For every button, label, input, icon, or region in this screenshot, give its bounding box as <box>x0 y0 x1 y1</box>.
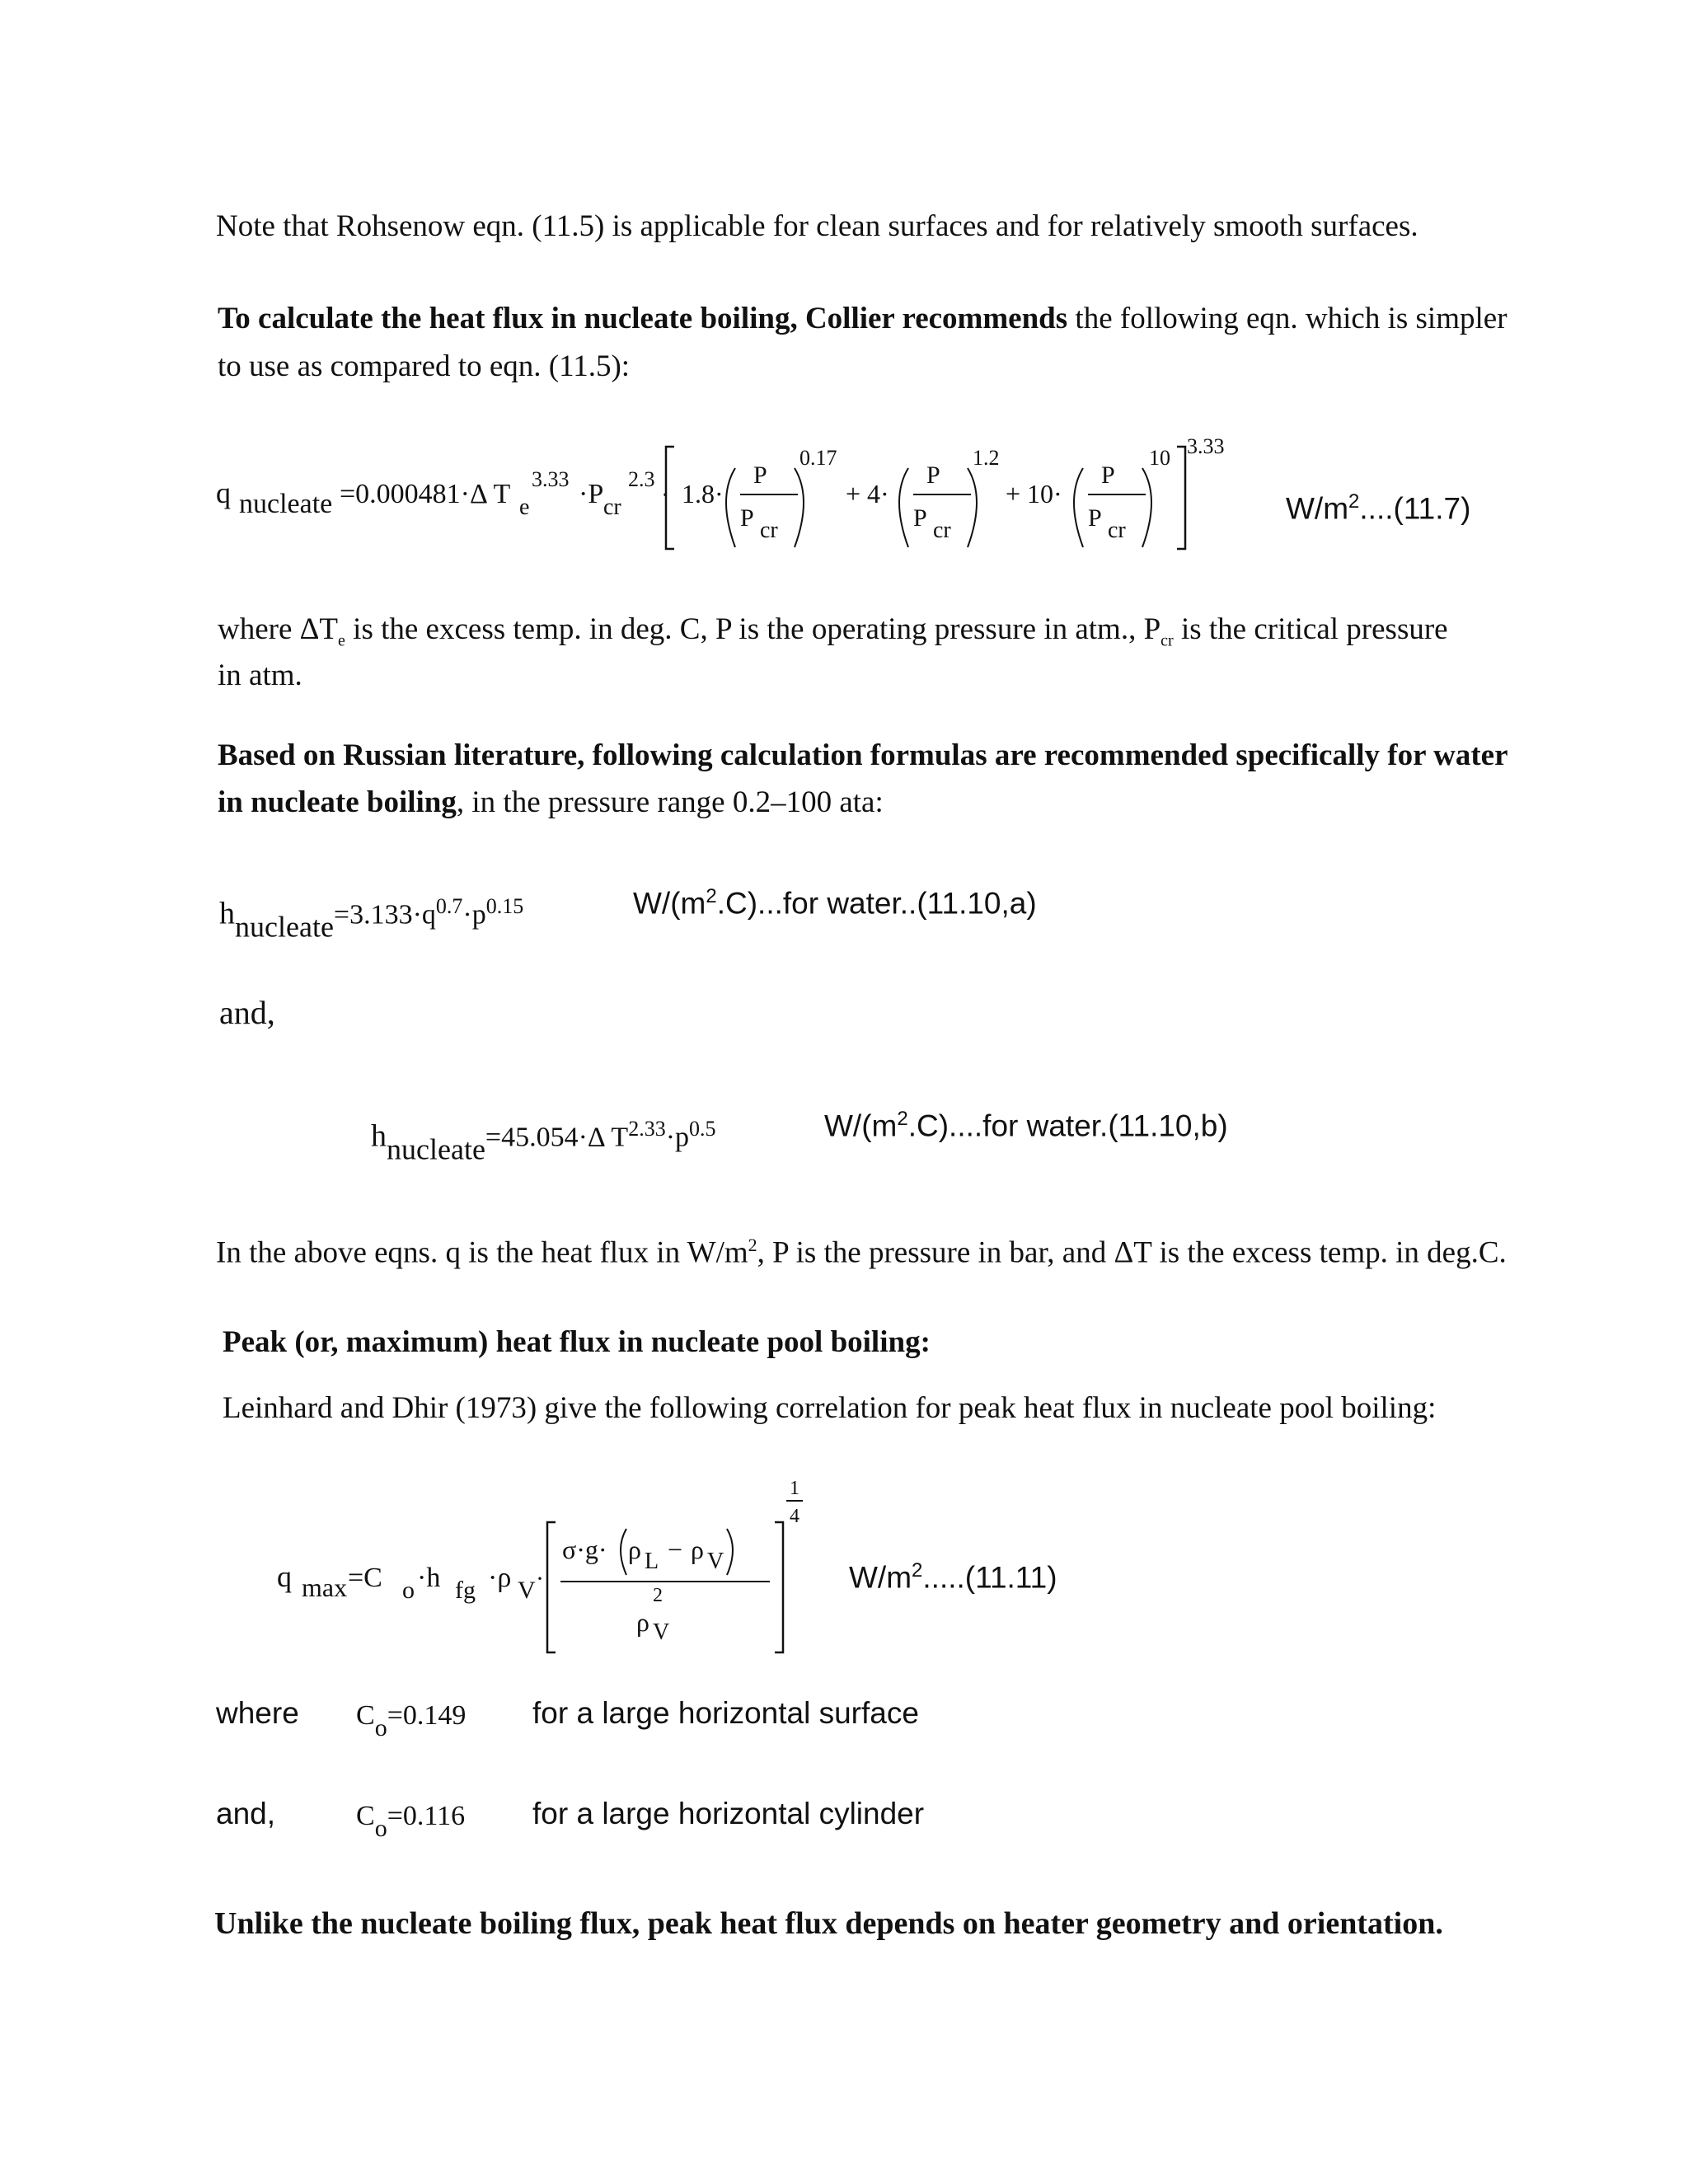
co2-desc: for a large horizontal cylinder <box>532 1797 925 1830</box>
eq1111-exp-den: 4 <box>790 1506 799 1527</box>
eq117-pcr1: P <box>740 504 754 532</box>
eq117-q: q <box>216 476 231 509</box>
eq1111-sub-fg: fg <box>455 1577 476 1604</box>
eq1111-sub-l: L <box>645 1549 659 1574</box>
eq1111-rho: ·ρ <box>488 1563 512 1593</box>
eq117-exp2: 2.3 <box>628 467 655 491</box>
para-collier-rest: the following eqn. which is simpler <box>1067 302 1507 335</box>
co2-equation: $C_o=0.116$ <box>356 1801 466 1842</box>
eq1111-den-sub: V <box>653 1619 670 1645</box>
eq1111-left-bracket <box>547 1522 556 1652</box>
para-collier-bold: To calculate the heat flux in nucleate boiling, Collier recommends <box>218 302 1068 335</box>
eq1111-rho-v: ρ <box>691 1535 704 1564</box>
eq1110b-unit: $W/(m^2.C)....for$ water.(11.10,b) <box>824 1108 1228 1143</box>
para-rohsenow-note: Note that Rohsenow eqn. (11.5) is applicable for clean surfaces and for relatively smooth surfaces. <box>216 209 1418 243</box>
co1-equation: $C_o=0.149$ <box>356 1700 467 1741</box>
and-connector-1: and, <box>219 994 275 1031</box>
para-where-line2: in atm. <box>218 658 302 692</box>
eq1111-sub-v2: V <box>707 1549 724 1574</box>
eq117-outer-exp: 3.33 <box>1187 434 1225 458</box>
eq117-e1: 0.17 <box>799 446 837 470</box>
eq117-cr1: cr <box>760 518 778 543</box>
para-collier-line1 <box>218 295 1507 343</box>
para-russian-line2: in nucleate boiling, in the pressure range 0.2–100 ata: <box>218 785 884 819</box>
eq1111-exp-num: 1 <box>790 1478 799 1499</box>
eq117-e2: 1.2 <box>973 446 1000 470</box>
eq1111-c: =C <box>348 1563 382 1593</box>
eq117-t2: + 4· <box>846 479 889 509</box>
eq117-unit: $W/m^2....(11.7)$ <box>1286 490 1471 526</box>
eq117-sub-e: e <box>519 494 530 520</box>
co2-lead: and, <box>216 1797 276 1830</box>
para-where-delta-te: where $\Delta T_e$ is the excess temp. in deg. C, P is the operating pressure in atm., $P_{cr}$ is the critical pressure <box>218 612 1448 650</box>
para-leinhard-dhir: Leinhard and Dhir (1973) give the following correlation for peak heat flux in nucleate pool boiling: <box>223 1391 1437 1425</box>
eq1111-dot: · <box>536 1565 544 1592</box>
eq117-paren-r2 <box>968 468 977 547</box>
eq1111-sub-o: o <box>402 1577 415 1604</box>
eq117-cr3: cr <box>1108 518 1126 543</box>
eq1111-paren-r <box>727 1529 733 1575</box>
eq1111-unit: $W/m^2.....(11.11)$ <box>849 1559 1057 1595</box>
eq1111-den-sup: 2 <box>653 1585 663 1606</box>
eq117-pcr3: P <box>1088 504 1102 532</box>
eq1111-sub-max: max <box>302 1572 348 1602</box>
heading-peak-heat-flux: Peak (or, maximum) heat flux in nucleate pool boiling: <box>223 1325 931 1359</box>
eq1111-right-bracket <box>775 1522 783 1652</box>
eq117-p2: P <box>926 462 940 489</box>
eq117-p1: P <box>753 462 767 489</box>
eq117-paren-l1 <box>726 468 735 547</box>
eq117-exp1: 3.33 <box>532 467 570 491</box>
eq117-pcr2: P <box>913 504 927 532</box>
eq117-paren-l2 <box>899 468 908 547</box>
eq1111-minus: − <box>668 1535 683 1564</box>
co1-desc: for a large horizontal surface <box>532 1696 919 1730</box>
eq117-t3: + 10· <box>1006 479 1062 509</box>
para-russian-line1: Based on Russian literature, following calculation formulas are recommended specifically for water <box>218 738 1508 772</box>
equation-11-10b: $h_{nucleate}=45.054\cdot\Delta$ $T^{2.33}\cdot p^{0.5}$ <box>371 1117 716 1166</box>
eq117-sub-nucleate: nucleate <box>239 489 333 519</box>
eq117-coef: =0.000481·Δ T <box>340 479 511 509</box>
eq117-paren-r1 <box>795 468 804 547</box>
eq1111-sub-v: V <box>518 1577 536 1604</box>
eq117-paren-l3 <box>1074 468 1083 547</box>
eq117-pcr: ·P <box>579 479 604 509</box>
eq117-paren-r3 <box>1142 468 1151 547</box>
para-collier-line2: to use as compared to eqn. (11.5): <box>218 349 631 383</box>
eq117-p3: P <box>1101 462 1115 489</box>
eq1110a-unit: $W/(m^2.C)...for$ water..(11.10,a) <box>633 885 1037 921</box>
eq117-cr2: cr <box>933 518 951 543</box>
eq1111-h: ·h <box>417 1563 441 1593</box>
eq1111-rho-l: ρ <box>628 1535 641 1564</box>
eq117-e3: 10 <box>1149 446 1170 470</box>
equation-11-10a: $h_{nucleate}=3.133\cdot q^{0.7}\cdot p^{0.15}$ <box>219 894 524 944</box>
para-peak-flux-geometry: Unlike the nucleate boiling flux, peak heat flux depends on heater geometry and orientation. <box>214 1906 1443 1941</box>
eq117-right-bracket <box>1177 447 1185 549</box>
co1-lead: where <box>216 1696 299 1730</box>
eq117-t1: 1.8· <box>682 479 724 509</box>
para-above-eqns: In the above eqns. q is the heat flux in $W/m^2$, P is the pressure in bar, and ΔT is the excess temp. in deg.C. <box>216 1235 1507 1270</box>
eq1111-paren-l <box>621 1529 626 1575</box>
eq117-sub-cr: cr <box>603 494 621 520</box>
eq1111-num-sigma-g: σ·g· <box>562 1535 607 1564</box>
eq117-dot: · <box>661 481 669 509</box>
eq1111-den-rho: ρ <box>636 1607 649 1637</box>
eq1111-q: q <box>277 1560 292 1593</box>
